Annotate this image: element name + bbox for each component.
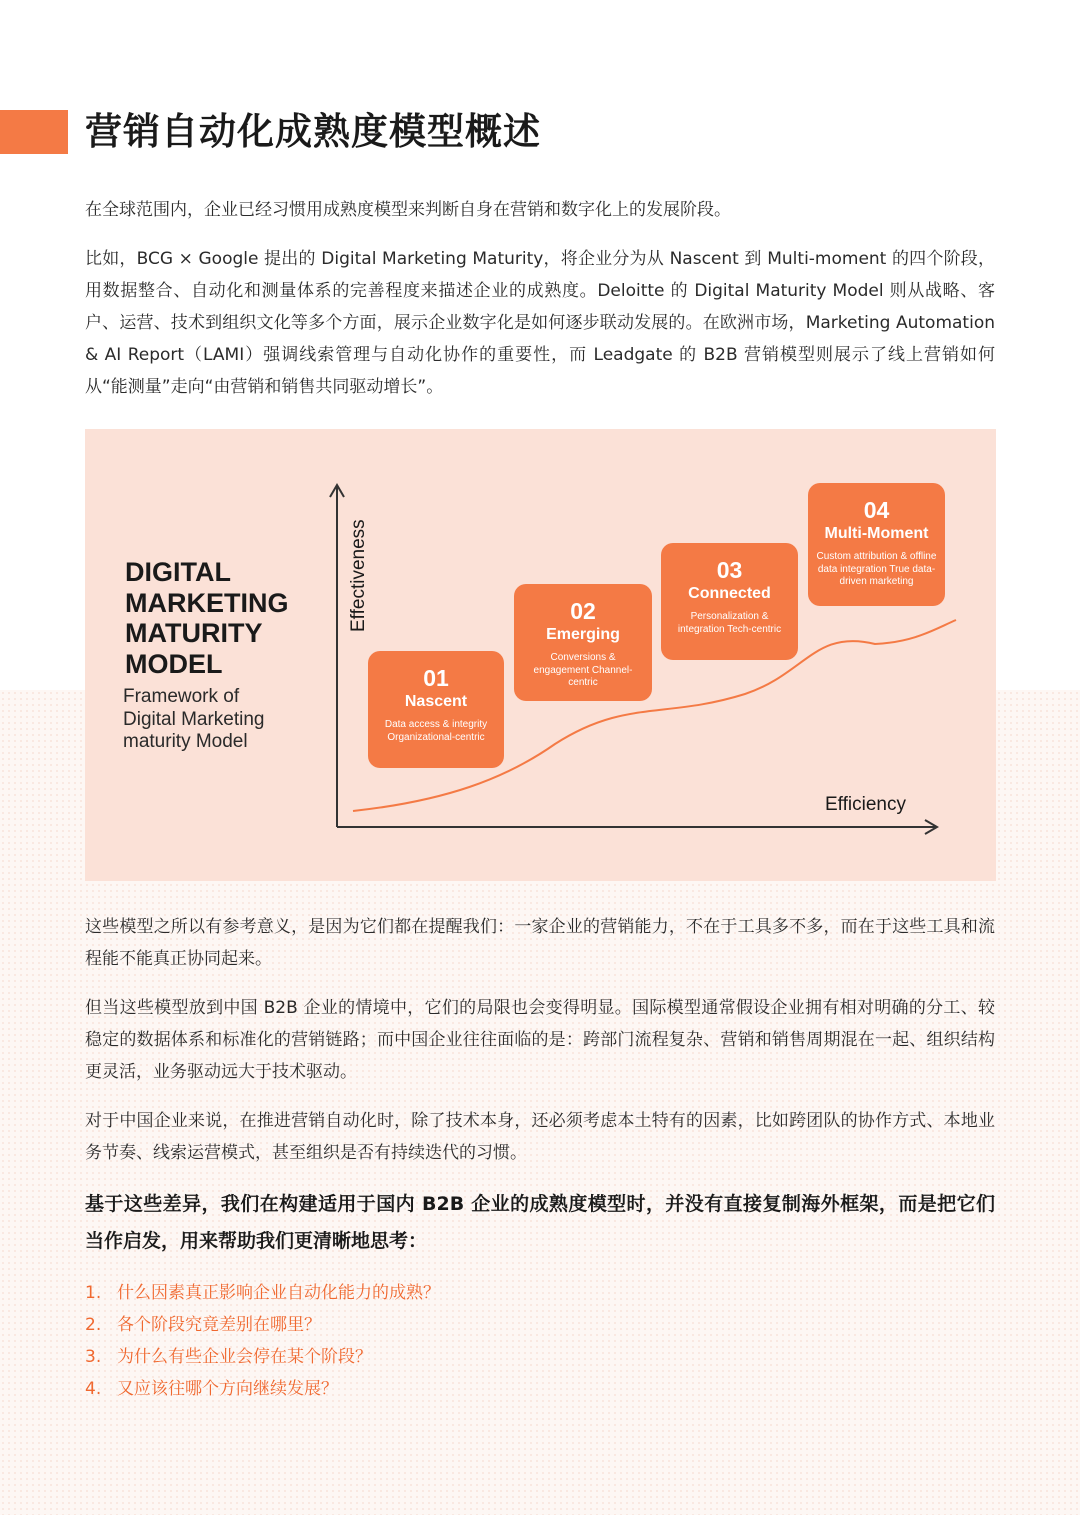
models-paragraph: 比如，BCG × Google 提出的 Digital Marketing Maturity，将企业分为从 Nascent 到 Multi-moment 的四个阶段，用数据整合、自动化和测量体系的完善程度来描述企业的成熟度。Deloitte 的 Digital Maturity Model 则从战略、客户、运营、技术到组织文化等多个方面，展示企业数字化是如何逐步联动发展的。在欧洲市场，Marketing Automation & AI Report（LAMI）强调线索管理与自动化协作的重要性，而 Leadgate 的 B2B 营销模型则展示了线上营销如何从“能测量”走向“由营销和销售共同驱动增长”。 <box>85 249 995 397</box>
question-list <box>85 1277 440 1405</box>
stage-description: Data access & integrity Organizational-centric <box>384 719 488 743</box>
stage-number: 02 <box>570 598 596 624</box>
question-number: 3. <box>85 1347 102 1367</box>
question-item <box>85 1309 440 1341</box>
stage-card-emerging <box>514 584 652 701</box>
title-accent-bar <box>0 110 68 154</box>
question-item <box>85 1277 440 1309</box>
question-item <box>85 1373 440 1405</box>
stage-card-connected <box>661 543 798 660</box>
page-title: 营销自动化成熟度模型概述 <box>85 110 541 153</box>
stage-number: 03 <box>716 557 743 583</box>
figure-heading-line: MARKETING <box>125 587 289 618</box>
question-text: 各个阶段究竟差别在哪里？ <box>117 1315 321 1335</box>
question-text: 什么因素真正影响企业自动化能力的成熟？ <box>117 1283 440 1303</box>
stage-name: Connected <box>688 585 771 602</box>
approach-paragraph: 基于这些差异，我们在构建适用于国内 B2B 企业的成熟度模型时，并没有直接复制海外框架，而是把它们当作启发，用来帮助我们更清晰地思考： <box>85 1193 995 1252</box>
figure-subtitle-line: Digital Marketing <box>123 708 265 730</box>
stage-number: 01 <box>423 665 449 691</box>
stage-card-multi-moment <box>808 483 945 606</box>
figure-subtitle-line: Framework of <box>123 686 240 707</box>
figure-heading-line: MATURITY <box>125 618 263 648</box>
question-text: 为什么有些企业会停在某个阶段？ <box>117 1347 372 1367</box>
stage-name: Nascent <box>404 693 468 710</box>
question-item <box>85 1341 440 1373</box>
question-text: 又应该往哪个方向继续发展？ <box>117 1379 338 1399</box>
reference-paragraph: 这些模型之所以有参考意义，是因为它们都在提醒我们：一家企业的营销能力，不在于工具多不多，而在于这些工具和流程能不能真正协同起来。 <box>85 917 995 969</box>
local-factors-paragraph: 对于中国企业来说，在推进营销自动化时，除了技术本身，还必须考虑本土特有的因素，比如跨团队的协作方式、本地业务节奏、线索运营模式，甚至组织是否有持续迭代的习惯。 <box>85 1111 995 1163</box>
stage-name: Multi-Moment <box>824 525 929 542</box>
question-number: 2. <box>85 1315 102 1335</box>
figure-subtitle-line: maturity Model <box>123 731 248 752</box>
x-axis-label: Efficiency <box>825 794 906 815</box>
stage-name: Emerging <box>546 626 620 643</box>
figure-heading-line: MODEL <box>125 648 223 679</box>
stage-card-nascent <box>368 651 504 768</box>
stage-description: Personalization & integration Tech-centric <box>677 611 782 635</box>
limitation-paragraph: 但当这些模型放到中国 B2B 企业的情境中，它们的局限也会变得明显。国际模型通常假设企业拥有相对明确的分工、较稳定的数据体系和标准化的营销链路；而中国企业往往面临的是：跨部门流程复杂、营销和销售周期混在一起、组织结构更灵活，业务驱动远大于技术驱动。 <box>85 998 995 1082</box>
y-axis-label: Effectiveness <box>348 519 369 632</box>
stage-description: Custom attribution & offline data integration True data-driven marketing <box>816 551 937 587</box>
question-number: 1. <box>85 1283 102 1303</box>
question-number: 4. <box>85 1379 102 1399</box>
intro-paragraph: 在全球范围内，企业已经习惯用成熟度模型来判断自身在营销和数字化上的发展阶段。 <box>85 200 731 220</box>
stage-number: 04 <box>863 497 890 523</box>
figure-heading-line: DIGITAL <box>125 557 231 587</box>
stage-description: Conversions & engagement Channel-centric <box>533 652 633 688</box>
maturity-model-figure <box>85 429 996 881</box>
